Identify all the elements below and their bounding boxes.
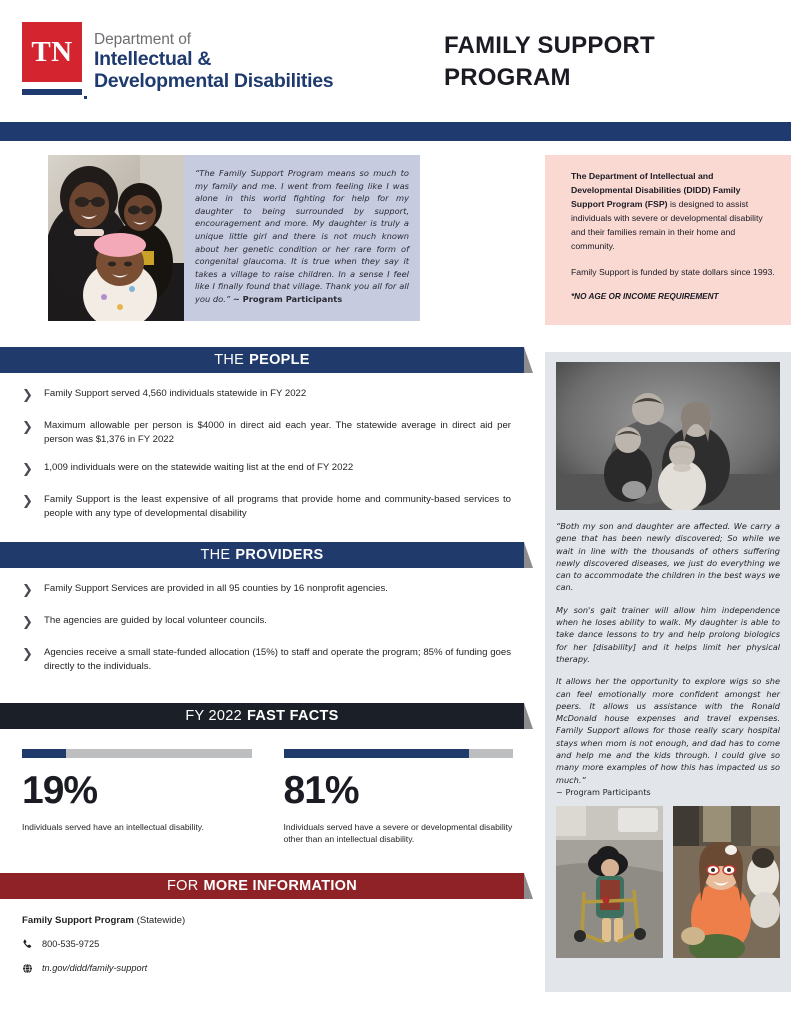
chevron-right-icon: ❯ <box>22 388 33 403</box>
section-more-information <box>0 873 524 899</box>
list-item-text: Family Support Services are provided in all 95 counties by 16 nonprofit agencies. <box>44 583 388 594</box>
program-description-rest: is designed to assist individuals with severe or developmental disability and their families remain in their home and community. <box>571 199 763 252</box>
chevron-right-icon: ❯ <box>22 614 33 630</box>
list-item <box>16 387 511 406</box>
section-header-people-light: THE <box>214 352 245 368</box>
photo-mother-and-children-image <box>48 155 184 321</box>
section-people <box>0 347 524 373</box>
department-name <box>94 22 333 92</box>
chevron-right-icon: ❯ <box>22 462 33 477</box>
section-header-people-bold: PEOPLE <box>249 352 310 368</box>
program-description-lead: The Department of Intellectual and Developmental Disabilities (DIDD) Family Support Program (FSP) <box>571 171 741 210</box>
fast-fact-2-bar-track <box>284 749 514 758</box>
page-title: FAMILY SUPPORT PROGRAM <box>444 32 655 92</box>
department-line-2: Intellectual & <box>94 48 212 71</box>
participant-quote-attribution: ~ Program Participants <box>232 294 343 305</box>
photo-family-portrait-image <box>556 362 780 510</box>
contact-phone-row[interactable] <box>22 939 513 950</box>
people-bullet-list <box>0 373 533 528</box>
tn-logo-period <box>84 96 87 99</box>
fast-facts-stats <box>0 729 533 845</box>
section-header-people <box>0 347 524 373</box>
tn-logo-mark <box>22 22 82 95</box>
right-quote-attribution: ~ Program Participants <box>556 786 651 797</box>
right-column-quote <box>556 520 780 798</box>
fast-fact-2-description: Individuals served have a severe or developmental disability other than an intellectual disability. <box>283 821 513 844</box>
page-header <box>0 0 791 122</box>
section-header-fast-facts-bold: FAST FACTS <box>247 707 339 724</box>
tn-logo-letters: TN <box>31 35 73 68</box>
list-item-text: Agencies receive a small state-funded allocation (15%) to staff and operate the program; 85% of funding goes directly to the individuals. <box>44 646 511 673</box>
contact-program-name-row <box>22 915 513 926</box>
section-header-fast-facts <box>0 703 524 729</box>
fast-fact-1-bar-track <box>22 749 252 758</box>
header-accent-bar <box>0 122 791 141</box>
contact-website-row[interactable] <box>22 963 513 974</box>
right-quote-paragraph-3-text: It allows her the opportunity to explore wigs so she can feel emotionally more confident amongst her peers. It allows us assistance with the Ronald McDonald house expenses and travel expenses. Family Support allows for those really scary hospital stays when mom is not enough, and dad has to come and help me and the kids through. I could give so many more examples of how this has impacted us so much.” <box>556 676 780 785</box>
fast-fact-1-bar-fill <box>22 749 66 758</box>
section-fast-facts <box>0 703 524 729</box>
fast-fact-1-description: Individuals served have an intellectual disability. <box>22 821 204 832</box>
chevron-right-icon: ❯ <box>22 583 33 598</box>
section-header-providers <box>0 542 524 568</box>
right-quote-paragraph-1: “Both my son and daughter are affected. We carry a gene that has been newly discovered; So while we wait in line with the thousands of others suffering newly discovered diseases, we just do everything we can to accommodate the children in the best ways we can. <box>556 521 780 593</box>
photo-child-with-walker <box>556 806 663 958</box>
photo-girl-smiling-image <box>673 806 780 958</box>
right-quote-paragraph-2: My son's gait trainer will allow him independence when he loses ability to walk. My daughter is able to take dance lessons to try and help prolong biologics for her [disability] and it helps limit her physical therapy. <box>556 604 780 664</box>
participant-quote-text <box>184 155 420 321</box>
globe-icon <box>22 963 42 974</box>
tn-red-square <box>22 22 82 82</box>
list-item-text: Family Support served 4,560 individuals statewide in FY 2022 <box>44 388 307 399</box>
program-description-card <box>545 155 791 325</box>
providers-bullet-list <box>0 568 533 681</box>
section-providers <box>0 542 524 568</box>
section-header-more-information <box>0 873 524 899</box>
contact-program-scope: (Statewide) <box>136 914 186 926</box>
list-item <box>16 582 511 601</box>
list-item <box>16 419 511 448</box>
fast-fact-1 <box>22 749 252 845</box>
contact-program-name: Family Support Program <box>22 914 134 926</box>
fast-fact-2-percent: 81% <box>283 768 359 812</box>
photo-family-portrait <box>556 362 780 510</box>
phone-icon <box>22 939 42 950</box>
photo-mother-and-children <box>48 155 184 321</box>
right-column <box>545 352 791 992</box>
list-item-text: Family Support is the least expensive of all programs that provide home and community-based services to people with any type of developmental disability <box>44 493 511 520</box>
chevron-right-icon: ❯ <box>22 419 33 435</box>
list-item <box>16 461 511 480</box>
fast-fact-2-bar-fill <box>284 749 470 758</box>
section-header-providers-light: THE <box>200 547 231 563</box>
participant-quote-body: “The Family Support Program means so much to my family and me. I went from feeling like I was alone in this world fighting for help for my daughter to being surrounded by support, encouragement and more. My daughter is truly a unique little girl and there is not much known about her genetic condition or her rare form of congenital glaucoma. It is true when they say it takes a village to raise children. In a sense I feel like I finally found that village. Thank you all for all you do.” <box>195 168 409 305</box>
contact-website-url: tn.gov/didd/family-support <box>42 963 148 974</box>
right-quote-paragraph-3 <box>556 675 780 798</box>
chevron-right-icon: ❯ <box>22 493 33 509</box>
list-item-text: Maximum allowable per person is $4000 in direct aid each year. The statewide average in direct aid per person was $1,376 in FY 2022 <box>44 419 511 446</box>
bottom-photo-pair <box>556 806 780 958</box>
list-item <box>16 646 511 675</box>
section-header-more-info-light: FOR <box>166 877 199 894</box>
list-item <box>16 493 511 522</box>
fast-fact-2 <box>284 749 514 845</box>
program-description-paragraph-1 <box>571 169 775 254</box>
left-column <box>0 347 533 987</box>
list-item <box>16 614 511 633</box>
section-header-more-info-bold: MORE INFORMATION <box>203 877 358 894</box>
chevron-right-icon: ❯ <box>22 646 33 662</box>
tn-logo-underline <box>22 89 82 95</box>
contact-info <box>0 899 533 974</box>
section-header-fast-facts-light: FY 2022 <box>185 707 243 724</box>
list-item-text: 1,009 individuals were on the statewide waiting list at the end of FY 2022 <box>44 462 354 473</box>
contact-phone-number: 800-535-9725 <box>42 939 100 950</box>
program-requirement-note: *NO AGE OR INCOME REQUIREMENT <box>571 291 719 301</box>
program-funding-paragraph: Family Support is funded by state dollars since 1993. <box>571 266 775 277</box>
photo-child-with-walker-image <box>556 806 663 958</box>
tn-didd-logo <box>22 22 333 95</box>
participant-quote-card <box>48 155 420 321</box>
photo-girl-smiling <box>673 806 780 958</box>
fast-fact-1-percent: 19% <box>22 768 98 812</box>
department-line-1: Department of <box>94 31 191 48</box>
department-line-3: Developmental Disabilities <box>94 70 334 93</box>
list-item-text: The agencies are guided by local volunteer councils. <box>44 614 267 626</box>
section-header-providers-bold: PROVIDERS <box>235 547 324 563</box>
